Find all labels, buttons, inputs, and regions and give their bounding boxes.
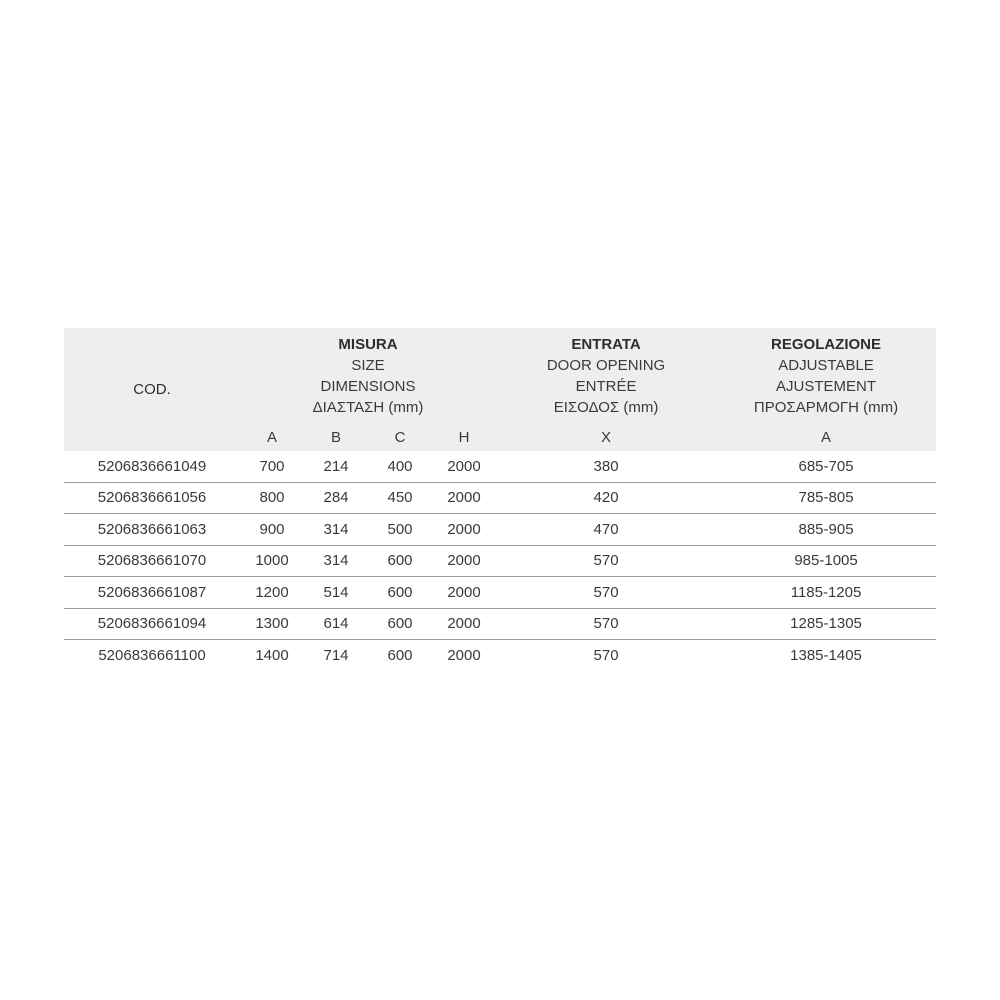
- cell-x: 420: [496, 482, 716, 514]
- cell-adj: 1185-1205: [716, 577, 936, 609]
- table-row: [64, 577, 936, 609]
- entrata-line-en: DOOR OPENING: [546, 356, 666, 374]
- cell-x: 570: [496, 608, 716, 640]
- cell-b: 314: [304, 545, 368, 577]
- regolazione-line-gr: ΠΡΟΣΑΡΜΟΓΗ (mm): [753, 398, 899, 416]
- cod-header: COD.: [64, 328, 240, 451]
- sub-header-x: X: [496, 423, 716, 451]
- sub-header-adj-a: A: [716, 423, 936, 451]
- cell-h: 2000: [432, 608, 496, 640]
- cell-adj: 985-1005: [716, 545, 936, 577]
- cell-adj: 885-905: [716, 514, 936, 546]
- cell-cod: 5206836661070: [64, 545, 240, 577]
- cell-c: 600: [368, 608, 432, 640]
- entrata-title: ENTRATA: [571, 335, 641, 353]
- cell-c: 400: [368, 451, 432, 482]
- cell-x: 380: [496, 451, 716, 482]
- cell-h: 2000: [432, 545, 496, 577]
- cell-b: 214: [304, 451, 368, 482]
- table-row: [64, 482, 936, 514]
- misura-line-en: SIZE: [351, 356, 385, 374]
- entrata-header: [496, 328, 716, 423]
- cell-a: 1000: [240, 545, 304, 577]
- cell-h: 2000: [432, 514, 496, 546]
- cell-a: 1400: [255, 646, 289, 664]
- cell-b: 314: [304, 514, 368, 546]
- cell-a: 1300: [240, 608, 304, 640]
- cell-adj: 1385-1405: [790, 646, 862, 664]
- header-row: [64, 328, 936, 423]
- cell-h: 2000: [432, 482, 496, 514]
- sub-header-b: B: [304, 423, 368, 451]
- cell-cod: 5206836661094: [64, 608, 240, 640]
- regolazione-header: [716, 328, 936, 423]
- entrata-line-gr: ΕΙΣΟΔΟΣ (mm): [553, 398, 659, 416]
- table-row: [64, 608, 936, 640]
- sub-header-a: A: [240, 423, 304, 451]
- regolazione-title: REGOLAZIONE: [771, 335, 882, 353]
- cell-a: 700: [240, 451, 304, 482]
- cell-adj: 785-805: [716, 482, 936, 514]
- sub-header-c: C: [368, 423, 432, 451]
- table-row: [64, 640, 936, 671]
- regolazione-line-fr: AJUSTEMENT: [776, 377, 877, 395]
- cell-x: 570: [496, 545, 716, 577]
- regolazione-line-en: ADJUSTABLE: [778, 356, 874, 374]
- cell-x: 570: [593, 646, 619, 664]
- cell-a: 900: [240, 514, 304, 546]
- cell-cod: 5206836661087: [64, 577, 240, 609]
- cell-b: 614: [304, 608, 368, 640]
- cell-b: 714: [323, 646, 349, 664]
- cell-cod: 5206836661100: [98, 646, 206, 664]
- misura-line-gr: ΔΙΑΣΤΑΣΗ (mm): [312, 398, 424, 416]
- cell-h: 2000: [432, 451, 496, 482]
- cell-h: 2000: [447, 646, 481, 664]
- table-row: [64, 451, 936, 482]
- cell-c: 600: [387, 646, 413, 664]
- misura-line-fr: DIMENSIONS: [320, 377, 416, 395]
- cell-b: 514: [304, 577, 368, 609]
- entrata-line-fr: ENTRÉE: [575, 377, 637, 395]
- cell-c: 600: [368, 577, 432, 609]
- cell-x: 570: [496, 577, 716, 609]
- cell-cod: 5206836661049: [64, 451, 240, 482]
- cell-cod: 5206836661056: [64, 482, 240, 514]
- cell-adj: 1285-1305: [716, 608, 936, 640]
- cell-x: 470: [496, 514, 716, 546]
- cell-b: 284: [304, 482, 368, 514]
- cell-cod: 5206836661063: [64, 514, 240, 546]
- sub-header-h: H: [432, 423, 496, 451]
- table-row: [64, 514, 936, 546]
- cell-c: 500: [368, 514, 432, 546]
- cell-c: 450: [368, 482, 432, 514]
- misura-header: [240, 328, 496, 423]
- misura-title: MISURA: [338, 335, 398, 353]
- spec-table: [64, 328, 936, 671]
- cell-c: 600: [368, 545, 432, 577]
- table-row: [64, 545, 936, 577]
- cell-a: 800: [240, 482, 304, 514]
- cell-h: 2000: [432, 577, 496, 609]
- cell-adj: 685-705: [716, 451, 936, 482]
- cell-a: 1200: [240, 577, 304, 609]
